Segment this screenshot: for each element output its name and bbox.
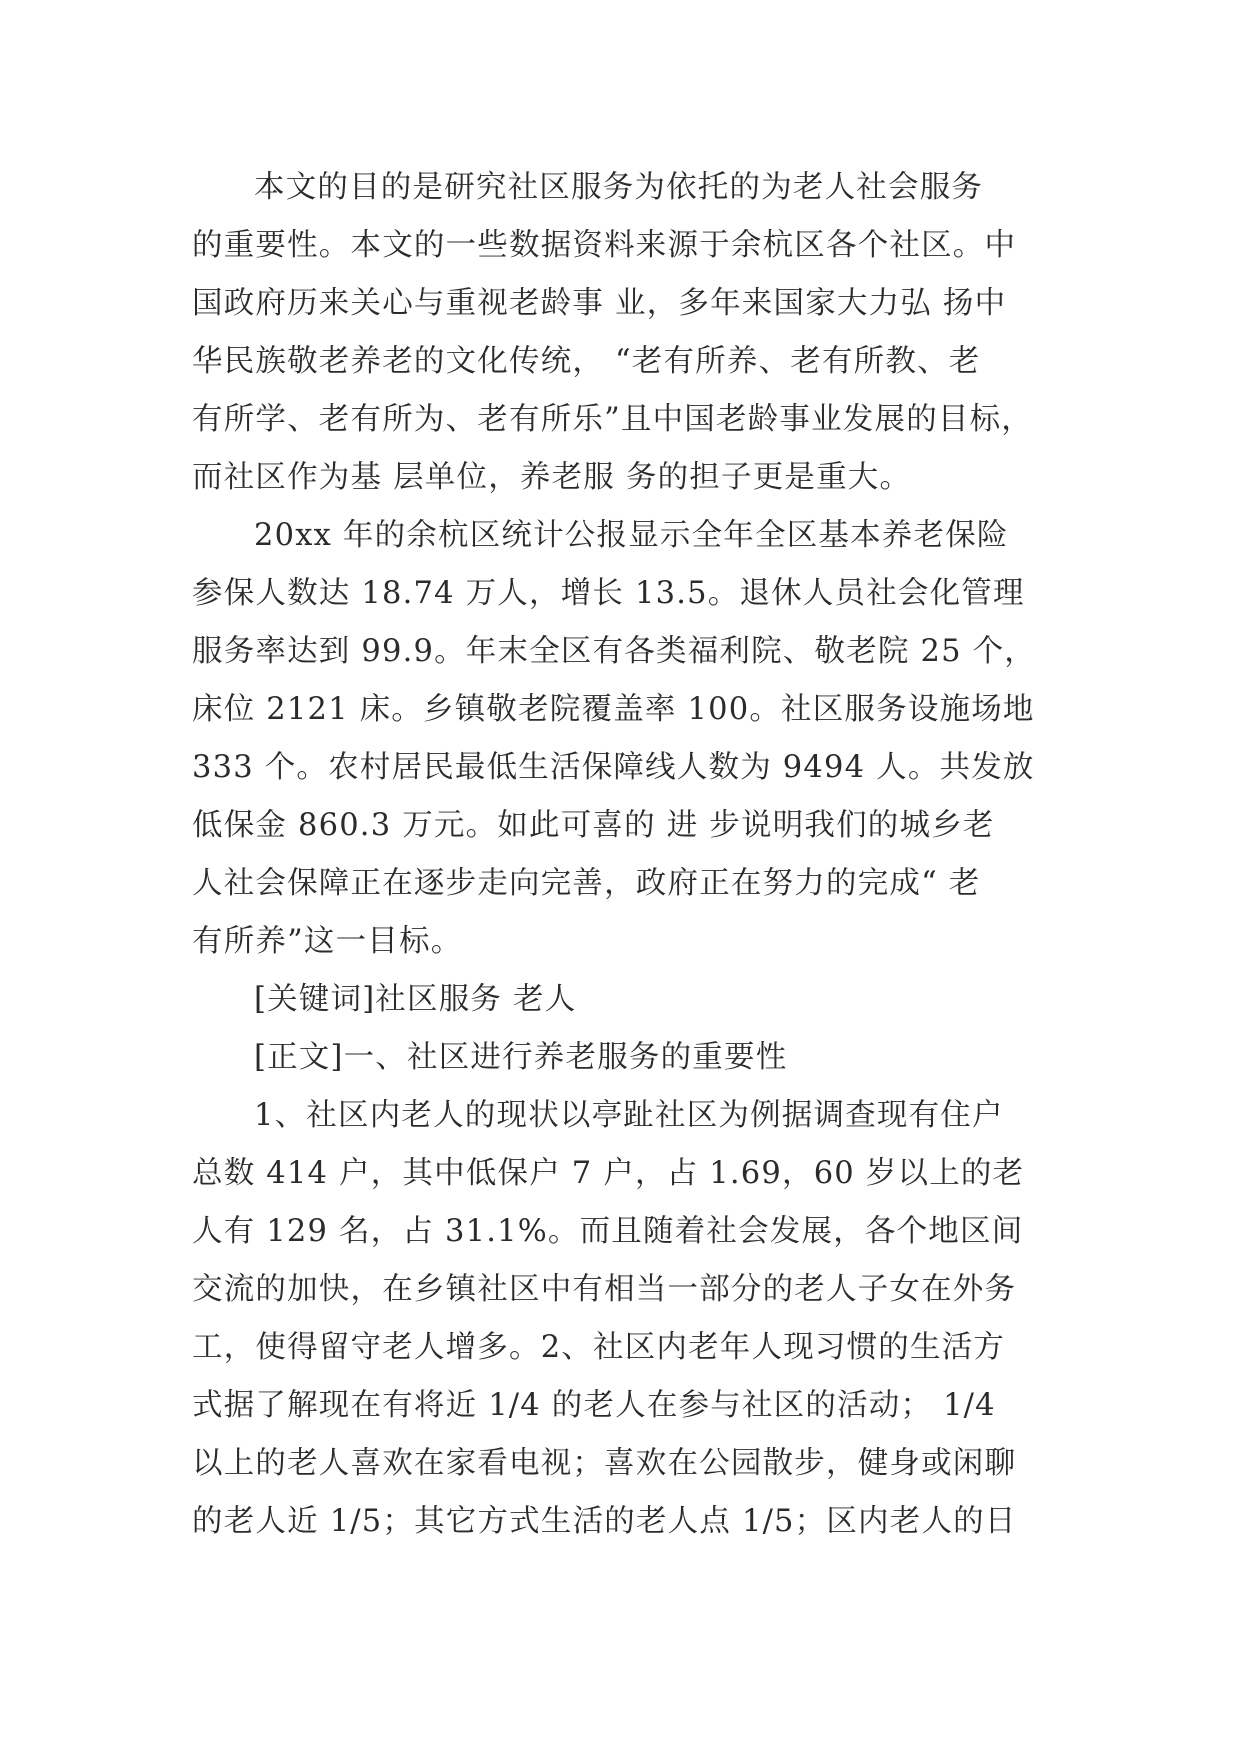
text-line: 参保人数达 18.74 万人，增长 13.5。退休人员社会化管理 [192, 576, 1025, 611]
text-line: 333 个。农村居民最低生活保障线人数为 9494 人。共发放 [192, 750, 1035, 785]
text-line: 工，使得留守老人增多。2、社区内老年人现习惯的生活方 [192, 1330, 1006, 1365]
text-line: 式据了解现在有将近 1/4 的老人在参与社区的活动； 1/4 [192, 1388, 996, 1423]
keywords-line: [关键词]社区服务 老人 [254, 982, 577, 1017]
text-line: 而社区作为基 层单位，养老服 务的担子更是重大。 [192, 460, 912, 495]
text-line: 总数 414 户，其中低保户 7 户，占 1.69，60 岁以上的老 [192, 1156, 1025, 1191]
text-line: 华民族敬老养老的文化传统， “老有所养、老有所教、老 [192, 344, 981, 379]
text-line: 有所养”这一目标。 [192, 924, 463, 959]
text-line: 低保金 860.3 万元。如此可喜的 进 步说明我们的城乡老 [192, 808, 995, 843]
text-line: 床位 2121 床。乡镇敬老院覆盖率 100。社区服务设施场地 [192, 692, 1035, 727]
text-line: 人有 129 名，占 31.1%。而且随着社会发展，各个地区间 [192, 1214, 1024, 1249]
text-line: 有所学、老有所为、老有所乐”且中国老龄事业发展的目标， [192, 402, 1033, 437]
text-line: 交流的加快，在乡镇社区中有相当一部分的老人子女在外务 [192, 1272, 1017, 1307]
text-line: 1、社区内老人的现状以亭趾社区为例据调查现有住户 [254, 1098, 1004, 1133]
text-line: 服务率达到 99.9。年末全区有各类福利院、敬老院 25 个， [192, 634, 1037, 669]
text-line: 本文的目的是研究社区服务为依托的为老人社会服务 [254, 170, 984, 205]
text-line: 国政府历来关心与重视老龄事 业，多年来国家大力弘 扬中 [192, 286, 1007, 321]
text-line: 的重要性。本文的一些数据资料来源于余杭区各个社区。中 [192, 228, 1017, 263]
text-line: 20xx 年的余杭区统计公报显示全年全区基本养老保险 [254, 518, 1009, 553]
section-heading: [正文]一、社区进行养老服务的重要性 [254, 1040, 788, 1075]
text-line: 人社会保障正在逐步走向完善，政府正在努力的完成“ 老 [192, 866, 981, 901]
text-line: 以上的老人喜欢在家看电视；喜欢在公园散步，健身或闲聊 [192, 1446, 1017, 1481]
text-line: 的老人近 1/5；其它方式生活的老人点 1/5；区内老人的日 [192, 1504, 1017, 1539]
